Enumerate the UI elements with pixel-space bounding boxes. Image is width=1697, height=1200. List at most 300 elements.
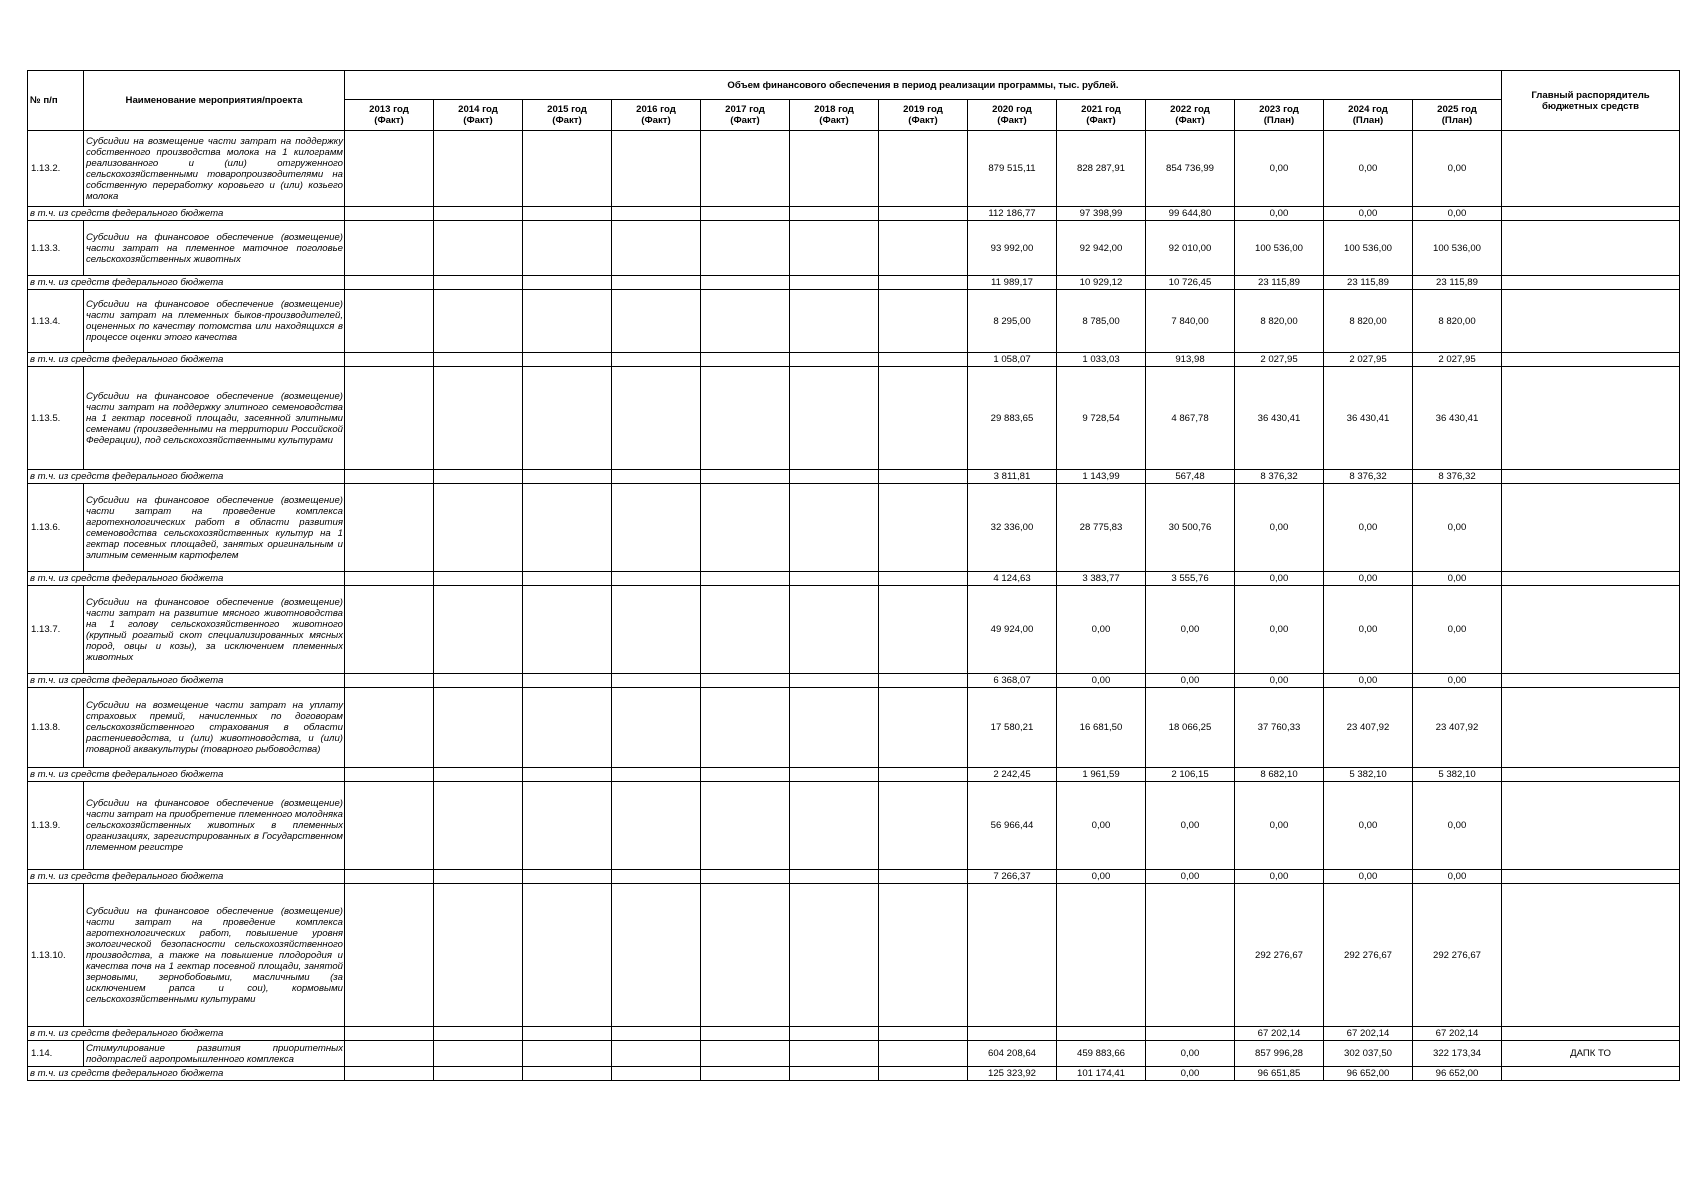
federal-value: 5 382,10 [1413,768,1502,782]
federal-value [701,1067,790,1081]
row-value: 36 430,41 [1413,367,1502,470]
federal-value [434,276,523,290]
header-year [434,100,523,131]
federal-value [701,207,790,221]
row-code: 1.13.7. [28,586,84,674]
row-value [345,484,434,572]
federal-value [701,674,790,688]
row-manager [1502,484,1680,572]
federal-value: 96 651,85 [1235,1067,1324,1081]
header-year-kind: (Факт) [1175,115,1205,126]
row-value [612,221,701,276]
federal-value: 5 382,10 [1324,768,1413,782]
federal-value [701,276,790,290]
row-value [790,782,879,870]
federal-value: 8 376,32 [1324,470,1413,484]
federal-value: 567,48 [1146,470,1235,484]
row-value [1057,884,1146,1027]
row-value [790,221,879,276]
federal-value [879,768,968,782]
row-value [790,290,879,353]
federal-value [523,276,612,290]
federal-value: 125 323,92 [968,1067,1057,1081]
row-value [434,1041,523,1067]
row-value: 604 208,64 [968,1041,1057,1067]
row-value: 0,00 [1413,131,1502,207]
federal-value [345,768,434,782]
row-value [523,884,612,1027]
row-value [345,290,434,353]
federal-row [28,572,1680,586]
federal-value: 2 106,15 [1146,768,1235,782]
federal-value [879,276,968,290]
row-code: 1.13.4. [28,290,84,353]
row-value [701,484,790,572]
federal-value: 67 202,14 [1413,1027,1502,1041]
federal-value [523,1027,612,1041]
federal-manager [1502,353,1680,367]
row-value: 0,00 [1146,1041,1235,1067]
federal-value: 10 929,12 [1057,276,1146,290]
federal-value [345,572,434,586]
row-value [345,688,434,768]
row-value: 30 500,76 [1146,484,1235,572]
federal-value [612,768,701,782]
row-value [701,884,790,1027]
row-code: 1.13.3. [28,221,84,276]
header-year-label: 2021 год [1081,104,1121,115]
federal-value [612,674,701,688]
federal-row [28,1067,1680,1081]
row-value [879,1041,968,1067]
federal-value: 6 368,07 [968,674,1057,688]
federal-value [612,470,701,484]
federal-row [28,276,1680,290]
federal-value: 1 961,59 [1057,768,1146,782]
row-value [968,884,1057,1027]
row-value: 49 924,00 [968,586,1057,674]
row-value [434,884,523,1027]
table-row [28,782,1680,870]
row-value: 292 276,67 [1324,884,1413,1027]
federal-value [434,353,523,367]
row-name: Субсидии на финансовое обеспечение (возмещение) части затрат на проведение комплекса агротехнологических работ, повышение уровня экологической безопасности сельскохозяйственного производства, а также на повышение плодородия и качества почв на 1 гектар посевной площади, занятой зерновыми, зернобобовыми, масличными (за исключением рапса и сои), кормовыми сельскохозяйственными культурами [84,884,345,1027]
federal-row [28,353,1680,367]
federal-value [790,1067,879,1081]
header-year-label: 2023 год [1259,104,1299,115]
federal-value: 0,00 [1235,572,1324,586]
row-value: 0,00 [1146,586,1235,674]
federal-value: 7 266,37 [968,870,1057,884]
federal-row [28,870,1680,884]
row-value [434,688,523,768]
row-value: 0,00 [1413,782,1502,870]
federal-value [612,870,701,884]
row-value [434,290,523,353]
row-value: 92 010,00 [1146,221,1235,276]
row-value [701,688,790,768]
federal-manager [1502,470,1680,484]
header-year [879,100,968,131]
row-name: Субсидии на возмещение части затрат на поддержку собственного производства молока на 1 килограмм реализованного и (или) отгруженного сельскохозяйственными товаропроизводителями на собственную переработку коровьего и (или) козьего молока [84,131,345,207]
federal-value [879,470,968,484]
federal-value [434,674,523,688]
federal-value: 0,00 [1057,674,1146,688]
federal-value: 0,00 [1057,870,1146,884]
table-row [28,586,1680,674]
row-value: 29 883,65 [968,367,1057,470]
row-value [1146,884,1235,1027]
federal-value [434,1027,523,1041]
federal-value: 96 652,00 [1324,1067,1413,1081]
federal-row [28,1027,1680,1041]
federal-value [879,1027,968,1041]
row-value: 0,00 [1146,782,1235,870]
row-value [434,782,523,870]
row-value [612,290,701,353]
federal-value [701,1027,790,1041]
federal-value: 0,00 [1324,674,1413,688]
header-year [345,100,434,131]
row-value: 0,00 [1057,586,1146,674]
federal-value [612,1027,701,1041]
row-value [790,131,879,207]
row-code: 1.13.5. [28,367,84,470]
header-manager: Главный распорядитель бюджетных средств [1502,71,1680,131]
federal-value [434,768,523,782]
federal-label: в т.ч. из средств федерального бюджета [28,1067,345,1081]
federal-value: 112 186,77 [968,207,1057,221]
federal-label: в т.ч. из средств федерального бюджета [28,276,345,290]
header-year [1146,100,1235,131]
row-manager [1502,884,1680,1027]
table-row [28,290,1680,353]
row-value [879,221,968,276]
row-value: 0,00 [1324,586,1413,674]
row-value [612,131,701,207]
federal-value: 0,00 [1146,674,1235,688]
row-value: 32 336,00 [968,484,1057,572]
row-value: 8 820,00 [1324,290,1413,353]
federal-value [790,674,879,688]
federal-manager [1502,276,1680,290]
row-value: 0,00 [1324,131,1413,207]
federal-value: 67 202,14 [1324,1027,1413,1041]
federal-value: 3 555,76 [1146,572,1235,586]
row-value: 93 992,00 [968,221,1057,276]
federal-label: в т.ч. из средств федерального бюджета [28,353,345,367]
header-year-label: 2019 год [903,104,943,115]
row-value [523,1041,612,1067]
row-value [701,131,790,207]
header-year [1057,100,1146,131]
row-value [523,484,612,572]
federal-value [523,768,612,782]
federal-value [879,1067,968,1081]
federal-value: 96 652,00 [1413,1067,1502,1081]
row-value: 23 407,92 [1324,688,1413,768]
row-value [879,782,968,870]
row-value: 100 536,00 [1324,221,1413,276]
federal-value: 0,00 [1235,207,1324,221]
row-value: 92 942,00 [1057,221,1146,276]
federal-value [879,353,968,367]
header-year [1413,100,1502,131]
federal-value [523,1067,612,1081]
header-year-kind: (План) [1352,115,1384,126]
table-row [28,688,1680,768]
row-value [345,131,434,207]
header-year [612,100,701,131]
row-value [434,586,523,674]
federal-value: 0,00 [1413,207,1502,221]
federal-label: в т.ч. из средств федерального бюджета [28,674,345,688]
federal-value [790,768,879,782]
federal-value [612,207,701,221]
row-value: 17 580,21 [968,688,1057,768]
federal-value: 1 033,03 [1057,353,1146,367]
federal-value: 0,00 [1146,870,1235,884]
row-value [523,367,612,470]
federal-value [434,870,523,884]
federal-value: 1 058,07 [968,353,1057,367]
row-manager [1502,688,1680,768]
row-value [434,221,523,276]
row-value [434,131,523,207]
header-year-label: 2025 год [1437,104,1477,115]
federal-value: 0,00 [1413,870,1502,884]
row-value: 7 840,00 [1146,290,1235,353]
federal-value [523,207,612,221]
federal-value: 2 027,95 [1413,353,1502,367]
federal-value: 8 376,32 [1235,470,1324,484]
row-value: 36 430,41 [1324,367,1413,470]
row-value [345,367,434,470]
header-year [968,100,1057,131]
header-year-label: 2024 год [1348,104,1388,115]
federal-label: в т.ч. из средств федерального бюджета [28,768,345,782]
federal-manager [1502,207,1680,221]
header-year-label: 2015 год [547,104,587,115]
row-value: 302 037,50 [1324,1041,1413,1067]
row-value: 18 066,25 [1146,688,1235,768]
header-year-label: 2014 год [458,104,498,115]
federal-value [879,572,968,586]
header-volume: Объем финансового обеспечения в период реализации программы, тыс. рублей. [345,71,1502,100]
header-year [523,100,612,131]
row-value [345,221,434,276]
row-value [434,484,523,572]
federal-row [28,207,1680,221]
federal-value [345,276,434,290]
row-value [345,586,434,674]
header-year-kind: (Факт) [374,115,404,126]
federal-value [790,276,879,290]
header-year-label: 2022 год [1170,104,1210,115]
row-value [523,782,612,870]
row-value [612,1041,701,1067]
row-code: 1.14. [28,1041,84,1067]
row-value [790,688,879,768]
row-value: 0,00 [1235,782,1324,870]
header-year-kind: (Факт) [908,115,938,126]
row-value: 8 295,00 [968,290,1057,353]
row-value: 8 820,00 [1413,290,1502,353]
federal-value: 3 383,77 [1057,572,1146,586]
row-value [701,221,790,276]
row-value: 879 515,11 [968,131,1057,207]
row-value [790,884,879,1027]
federal-value: 913,98 [1146,353,1235,367]
federal-value [879,870,968,884]
row-value: 0,00 [1235,131,1324,207]
header-year-label: 2016 год [636,104,676,115]
federal-manager [1502,768,1680,782]
header-year [1235,100,1324,131]
row-value: 100 536,00 [1235,221,1324,276]
row-manager [1502,290,1680,353]
federal-value [1057,1027,1146,1041]
row-code: 1.13.8. [28,688,84,768]
row-value: 8 785,00 [1057,290,1146,353]
row-value: 23 407,92 [1413,688,1502,768]
row-value: 0,00 [1235,586,1324,674]
federal-value: 0,00 [1324,572,1413,586]
row-value [701,586,790,674]
federal-value [701,470,790,484]
header-name: Наименование мероприятия/проекта [84,71,345,131]
federal-value [612,572,701,586]
federal-value [1146,1027,1235,1041]
row-manager [1502,221,1680,276]
row-value: 854 736,99 [1146,131,1235,207]
federal-value: 2 242,45 [968,768,1057,782]
table-row [28,884,1680,1027]
row-manager [1502,586,1680,674]
row-value: 8 820,00 [1235,290,1324,353]
federal-value [345,207,434,221]
row-value: 37 760,33 [1235,688,1324,768]
row-value: 0,00 [1235,484,1324,572]
federal-manager [1502,1027,1680,1041]
federal-value [790,572,879,586]
row-value [345,884,434,1027]
federal-value [612,1067,701,1081]
federal-value [701,870,790,884]
federal-value: 0,00 [1324,207,1413,221]
header-year-kind: (Факт) [641,115,671,126]
row-value [790,484,879,572]
row-value [790,367,879,470]
federal-value: 4 124,63 [968,572,1057,586]
federal-row [28,768,1680,782]
row-name: Субсидии на финансовое обеспечение (возмещение) части затрат на поддержку элитного семеноводства на 1 гектар посевной площади, засеянной элитными семенами (произведенными на территории Российской Федерации), под сельскохозяйственными культурами [84,367,345,470]
federal-value: 0,00 [1413,674,1502,688]
federal-value [701,353,790,367]
federal-value [434,207,523,221]
federal-label: в т.ч. из средств федерального бюджета [28,870,345,884]
row-value [612,688,701,768]
federal-value: 8 376,32 [1413,470,1502,484]
header-year [790,100,879,131]
row-value: 0,00 [1057,782,1146,870]
row-value: 100 536,00 [1413,221,1502,276]
federal-row [28,674,1680,688]
federal-manager [1502,674,1680,688]
row-value: 0,00 [1413,484,1502,572]
federal-label: в т.ч. из средств федерального бюджета [28,207,345,221]
federal-value [612,353,701,367]
federal-value [523,870,612,884]
row-value: 28 775,83 [1057,484,1146,572]
row-value [345,1041,434,1067]
federal-value [879,674,968,688]
header-year-label: 2013 год [369,104,409,115]
federal-manager [1502,870,1680,884]
header-number: № п/п [28,71,84,131]
row-value [523,221,612,276]
row-manager [1502,782,1680,870]
federal-label: в т.ч. из средств федерального бюджета [28,572,345,586]
row-value [612,484,701,572]
federal-value: 101 174,41 [1057,1067,1146,1081]
row-value [523,586,612,674]
row-value [612,367,701,470]
row-value [790,1041,879,1067]
table-row [28,131,1680,207]
federal-label: в т.ч. из средств федерального бюджета [28,1027,345,1041]
federal-value [790,353,879,367]
federal-value: 97 398,99 [1057,207,1146,221]
row-value: 0,00 [1413,586,1502,674]
federal-value [790,470,879,484]
header-year-kind: (План) [1441,115,1473,126]
header-year-kind: (Факт) [819,115,849,126]
row-value: 828 287,91 [1057,131,1146,207]
federal-value: 0,00 [1146,1067,1235,1081]
row-value [879,484,968,572]
row-value [612,586,701,674]
header-year [1324,100,1413,131]
federal-value [345,1067,434,1081]
row-manager: ДАПК ТО [1502,1041,1680,1067]
row-name: Субсидии на финансовое обеспечение (возмещение) части затрат на племенных быков-производителей, оцененных по качеству потомства или находящихся в процессе оценки этого качества [84,290,345,353]
table-row [28,367,1680,470]
row-value: 9 728,54 [1057,367,1146,470]
row-value: 16 681,50 [1057,688,1146,768]
table-row [28,1041,1680,1067]
header-year-kind: (План) [1263,115,1295,126]
row-name: Субсидии на финансовое обеспечение (возмещение) части затрат на племенное маточное поголовье сельскохозяйственных животных [84,221,345,276]
row-name: Субсидии на финансовое обеспечение (возмещение) части затрат на развитие мясного животноводства на 1 голову сельскохозяйственного животного (крупный рогатый скот специализированных мясных пород, овцы и козы), за исключением племенных животных [84,586,345,674]
federal-value [523,674,612,688]
federal-value [434,572,523,586]
row-code: 1.13.10. [28,884,84,1027]
row-name: Стимулирование развития приоритетных подотраслей агропромышленного комплекса [84,1041,345,1067]
row-value: 4 867,78 [1146,367,1235,470]
row-value [790,586,879,674]
row-value: 292 276,67 [1413,884,1502,1027]
row-code: 1.13.9. [28,782,84,870]
row-value [523,131,612,207]
federal-value: 2 027,95 [1235,353,1324,367]
row-manager [1502,367,1680,470]
federal-value [968,1027,1057,1041]
header-year [701,100,790,131]
header-year-label: 2020 год [992,104,1032,115]
federal-value [701,572,790,586]
federal-value: 3 811,81 [968,470,1057,484]
